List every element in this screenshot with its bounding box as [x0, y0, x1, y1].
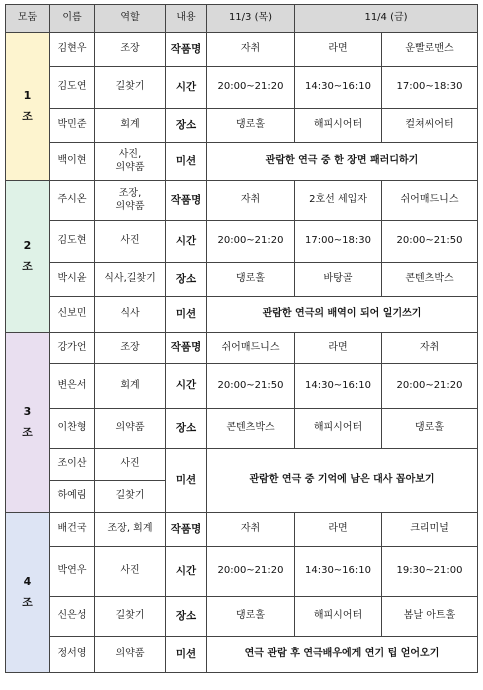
member-name: 박민준	[50, 109, 95, 143]
group-1-label	[6, 33, 50, 181]
mission-text: 관람한 연극의 배역이 되어 일기쓰기	[207, 297, 478, 333]
member-name: 주시온	[50, 181, 95, 221]
member-name: 박시윤	[50, 263, 95, 297]
table-row	[6, 143, 478, 181]
member-role: 조장, 의약품	[95, 181, 166, 221]
place-cell: 봄날 아트홀	[382, 597, 478, 637]
time-cell: 20:00~21:20	[207, 221, 295, 263]
time-label: 시간	[166, 364, 207, 409]
member-name: 김도연	[50, 67, 95, 109]
member-name: 백이현	[50, 143, 95, 181]
time-cell: 14:30~16:10	[295, 364, 382, 409]
mission-text: 연극 관람 후 연극배우에게 연기 팁 얻어오기	[207, 637, 478, 673]
table-row	[6, 449, 478, 481]
member-name: 김도현	[50, 221, 95, 263]
work-cell: 2호선 세입자	[295, 181, 382, 221]
group-number: 2	[23, 238, 32, 252]
member-role: 길찾기	[95, 597, 166, 637]
time-cell: 19:30~21:00	[382, 547, 478, 597]
member-role: 사진, 의약품	[95, 143, 166, 181]
place-cell: 댕로홀	[207, 263, 295, 297]
mission-label: 미션	[166, 637, 207, 673]
work-cell: 쉬어매드니스	[207, 333, 295, 364]
member-role: 조장	[95, 33, 166, 67]
header-role: 역할	[95, 5, 166, 33]
work-cell: 자취	[207, 181, 295, 221]
header-content: 내용	[166, 5, 207, 33]
member-name: 정서영	[50, 637, 95, 673]
time-label: 시간	[166, 547, 207, 597]
table-row	[6, 67, 478, 109]
table-row	[6, 513, 478, 547]
member-role: 조장, 회계	[95, 513, 166, 547]
place-cell: 댕로홀	[382, 409, 478, 449]
group-suffix: 조	[22, 259, 33, 273]
place-cell: 해피시어터	[295, 409, 382, 449]
header-name: 이름	[50, 5, 95, 33]
work-cell: 자취	[207, 513, 295, 547]
group-3-label	[6, 333, 50, 513]
table-row	[6, 33, 478, 67]
group-suffix: 조	[22, 595, 33, 609]
place-cell: 해피시어터	[295, 597, 382, 637]
table-row	[6, 333, 478, 364]
header-day1: 11/3 (목)	[207, 5, 295, 33]
mission-label: 미션	[166, 297, 207, 333]
work-cell: 크리미널	[382, 513, 478, 547]
mission-text: 관람한 연극 중 한 장면 패러디하기	[207, 143, 478, 181]
place-cell: 바탕골	[295, 263, 382, 297]
place-label: 장소	[166, 409, 207, 449]
work-cell: 쉬어매드니스	[382, 181, 478, 221]
table-row	[6, 297, 478, 333]
group-suffix: 조	[22, 109, 33, 123]
member-role: 길찾기	[95, 67, 166, 109]
table-row	[6, 597, 478, 637]
work-label: 작품명	[166, 333, 207, 364]
mission-label: 미션	[166, 449, 207, 513]
member-name: 이찬형	[50, 409, 95, 449]
place-cell: 댕로홀	[207, 109, 295, 143]
member-role: 사진	[95, 221, 166, 263]
member-name: 하예림	[50, 481, 95, 513]
table-row	[6, 637, 478, 673]
member-role: 조장	[95, 333, 166, 364]
group-2-label	[6, 181, 50, 333]
member-role: 의약품	[95, 409, 166, 449]
work-label: 작품명	[166, 513, 207, 547]
work-label: 작품명	[166, 181, 207, 221]
place-cell: 콘텐츠박스	[207, 409, 295, 449]
work-cell: 라면	[295, 513, 382, 547]
member-name: 배건국	[50, 513, 95, 547]
header-group: 모둠	[6, 5, 50, 33]
header-day2: 11/4 (금)	[295, 5, 478, 33]
member-name: 김현우	[50, 33, 95, 67]
schedule-table	[5, 4, 478, 673]
work-cell: 라면	[295, 33, 382, 67]
time-cell: 20:00~21:20	[207, 547, 295, 597]
member-role: 길찾기	[95, 481, 166, 513]
time-cell: 17:00~18:30	[295, 221, 382, 263]
place-label: 장소	[166, 597, 207, 637]
work-cell: 운빨로맨스	[382, 33, 478, 67]
time-cell: 20:00~21:50	[207, 364, 295, 409]
place-label: 장소	[166, 263, 207, 297]
time-cell: 20:00~21:50	[382, 221, 478, 263]
table-row	[6, 263, 478, 297]
work-cell: 자취	[207, 33, 295, 67]
member-name: 조이산	[50, 449, 95, 481]
time-label: 시간	[166, 67, 207, 109]
place-label: 장소	[166, 109, 207, 143]
member-role: 사진	[95, 449, 166, 481]
member-role: 식사,길찾기	[95, 263, 166, 297]
member-name: 강가언	[50, 333, 95, 364]
time-cell: 14:30~16:10	[295, 547, 382, 597]
place-cell: 댕로홀	[207, 597, 295, 637]
member-role: 회계	[95, 364, 166, 409]
member-name: 박연우	[50, 547, 95, 597]
time-cell: 14:30~16:10	[295, 67, 382, 109]
member-role: 사진	[95, 547, 166, 597]
place-cell: 컬쳐씨어터	[382, 109, 478, 143]
table-row	[6, 409, 478, 449]
work-cell: 자취	[382, 333, 478, 364]
time-label: 시간	[166, 221, 207, 263]
group-4-label	[6, 513, 50, 673]
member-name: 신은성	[50, 597, 95, 637]
mission-text: 관람한 연극 중 기억에 남은 대사 꼽아보기	[207, 449, 478, 513]
mission-label: 미션	[166, 143, 207, 181]
member-role: 회계	[95, 109, 166, 143]
member-name: 변은서	[50, 364, 95, 409]
time-cell: 17:00~18:30	[382, 67, 478, 109]
table-row	[6, 181, 478, 221]
group-number: 4	[23, 574, 32, 588]
place-cell: 콘텐츠박스	[382, 263, 478, 297]
table-row	[6, 547, 478, 597]
time-cell: 20:00~21:20	[207, 67, 295, 109]
group-suffix: 조	[22, 425, 33, 439]
place-cell: 해피시어터	[295, 109, 382, 143]
time-cell: 20:00~21:20	[382, 364, 478, 409]
table-row	[6, 109, 478, 143]
group-number: 3	[23, 404, 32, 418]
member-role: 의약품	[95, 637, 166, 673]
work-label: 작품명	[166, 33, 207, 67]
member-name: 신보민	[50, 297, 95, 333]
group-number: 1	[23, 88, 32, 102]
member-role: 식사	[95, 297, 166, 333]
table-row	[6, 364, 478, 409]
work-cell: 라면	[295, 333, 382, 364]
table-row	[6, 221, 478, 263]
header-row	[6, 5, 478, 33]
